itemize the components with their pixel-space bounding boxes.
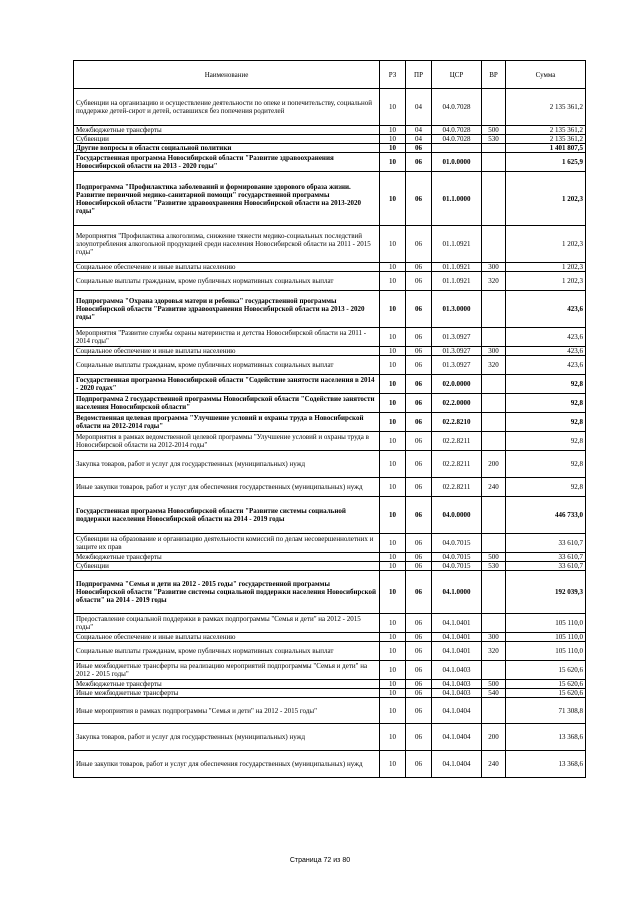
header-sum: Сумма bbox=[506, 61, 586, 89]
table-row bbox=[74, 553, 586, 562]
row-sum: 13 368,6 bbox=[506, 751, 586, 778]
row-rz: 10 bbox=[380, 144, 406, 153]
table-row bbox=[74, 571, 586, 614]
row-csr: 02.2.0000 bbox=[432, 394, 482, 413]
table-row bbox=[74, 724, 586, 751]
row-sum: 33 610,7 bbox=[506, 562, 586, 571]
table-row bbox=[74, 394, 586, 413]
row-vr: 500 bbox=[482, 680, 506, 689]
row-sum: 423,6 bbox=[506, 356, 586, 375]
row-rz: 10 bbox=[380, 562, 406, 571]
row-name: Подпрограмма 2 государственной программы Новосибирской области "Содействие занятости населения Новосибирской области" bbox=[74, 394, 380, 413]
row-rz: 10 bbox=[380, 375, 406, 394]
row-rz: 10 bbox=[380, 534, 406, 553]
table-row bbox=[74, 347, 586, 356]
row-sum: 13 368,6 bbox=[506, 724, 586, 751]
table-row bbox=[74, 614, 586, 633]
row-name: Иные мероприятия в рамках подпрограммы "Семья и дети" на 2012 - 2015 годы" bbox=[74, 698, 380, 724]
table-row bbox=[74, 751, 586, 778]
row-csr: 04.0.7015 bbox=[432, 562, 482, 571]
row-sum: 423,6 bbox=[506, 291, 586, 328]
row-sum: 1 202,3 bbox=[506, 263, 586, 272]
row-name: Мероприятия в рамках ведомственной целевой программы "Улучшение условий и охраны труда в Новосибирской области на 2012-2014 годы" bbox=[74, 432, 380, 451]
row-vr bbox=[482, 497, 506, 534]
row-vr: 320 bbox=[482, 642, 506, 661]
row-name: Иные межбюджетные трансферты bbox=[74, 689, 380, 698]
row-pr: 06 bbox=[406, 689, 432, 698]
row-csr: 04.1.0403 bbox=[432, 680, 482, 689]
table-row bbox=[74, 562, 586, 571]
row-csr: 01.1.0921 bbox=[432, 226, 482, 263]
row-csr: 04.1.0401 bbox=[432, 633, 482, 642]
table-row bbox=[74, 356, 586, 375]
budget-sheet bbox=[73, 60, 585, 778]
row-pr: 06 bbox=[406, 642, 432, 661]
table-row bbox=[74, 226, 586, 263]
row-csr: 01.0.0000 bbox=[432, 153, 482, 172]
table-row bbox=[74, 263, 586, 272]
table-header-row bbox=[74, 61, 586, 89]
row-pr: 06 bbox=[406, 172, 432, 226]
row-sum: 2 135 361,2 bbox=[506, 89, 586, 126]
row-pr: 06 bbox=[406, 394, 432, 413]
row-vr bbox=[482, 291, 506, 328]
row-name: Субвенции bbox=[74, 562, 380, 571]
row-name: Иные закупки товаров, работ и услуг для обеспечения государственных (муниципальных) нужд bbox=[74, 751, 380, 778]
table-row bbox=[74, 375, 586, 394]
row-pr: 04 bbox=[406, 135, 432, 144]
row-pr: 04 bbox=[406, 89, 432, 126]
table-row bbox=[74, 633, 586, 642]
row-sum: 33 610,7 bbox=[506, 534, 586, 553]
row-sum: 92,8 bbox=[506, 413, 586, 432]
row-sum: 105 110,0 bbox=[506, 633, 586, 642]
row-csr: 04.0.7015 bbox=[432, 534, 482, 553]
row-name: Закупка товаров, работ и услуг для государственных (муниципальных) нужд bbox=[74, 451, 380, 478]
row-csr: 04.0.7028 bbox=[432, 126, 482, 135]
row-name: Подпрограмма "Охрана здоровья матери и ребенка" государственной программы Новосибирской области "Развитие здравоохранения Новосибирской области на 2013 - 2020 годы" bbox=[74, 291, 380, 328]
row-sum: 15 620,6 bbox=[506, 661, 586, 680]
row-rz: 10 bbox=[380, 135, 406, 144]
row-vr: 300 bbox=[482, 633, 506, 642]
row-pr: 06 bbox=[406, 553, 432, 562]
row-pr: 06 bbox=[406, 724, 432, 751]
row-csr: 02.2.8211 bbox=[432, 451, 482, 478]
row-csr: 01.1.0000 bbox=[432, 172, 482, 226]
row-sum: 92,8 bbox=[506, 394, 586, 413]
row-csr: 01.3.0000 bbox=[432, 291, 482, 328]
table-row bbox=[74, 689, 586, 698]
row-csr: 04.1.0401 bbox=[432, 614, 482, 633]
row-pr: 06 bbox=[406, 571, 432, 614]
row-name: Социальное обеспечение и иные выплаты населению bbox=[74, 263, 380, 272]
row-vr: 240 bbox=[482, 751, 506, 778]
row-rz: 10 bbox=[380, 89, 406, 126]
row-name: Субвенции bbox=[74, 135, 380, 144]
row-rz: 10 bbox=[380, 478, 406, 497]
row-sum: 2 135 361,2 bbox=[506, 126, 586, 135]
row-name: Государственная программа Новосибирской области "Развитие здравоохранения Новосибирской области на 2013 - 2020 годы" bbox=[74, 153, 380, 172]
table-row bbox=[74, 642, 586, 661]
row-rz: 10 bbox=[380, 553, 406, 562]
row-csr: 01.3.0927 bbox=[432, 328, 482, 347]
row-rz: 10 bbox=[380, 661, 406, 680]
row-rz: 10 bbox=[380, 633, 406, 642]
row-sum: 446 733,0 bbox=[506, 497, 586, 534]
table-row bbox=[74, 497, 586, 534]
row-name: Мероприятия "Развитие службы охраны материнства и детства Новосибирской области на 2011 - 2014 годы" bbox=[74, 328, 380, 347]
row-sum: 1 202,3 bbox=[506, 172, 586, 226]
row-name: Предоставление социальной поддержки в рамках подпрограммы "Семья и дети" на 2012 - 2015 годы" bbox=[74, 614, 380, 633]
row-name: Субвенции на организацию и осуществление деятельности по опеке и попечительству, социальной поддержке детей-сирот и детей, оставшихся без попечения родителей bbox=[74, 89, 380, 126]
row-name: Межбюджетные трансферты bbox=[74, 126, 380, 135]
table-row bbox=[74, 534, 586, 553]
row-vr bbox=[482, 328, 506, 347]
row-sum: 33 610,7 bbox=[506, 553, 586, 562]
table-row bbox=[74, 172, 586, 226]
row-vr bbox=[482, 432, 506, 451]
table-row bbox=[74, 144, 586, 153]
row-csr: 04.1.0404 bbox=[432, 751, 482, 778]
row-rz: 10 bbox=[380, 153, 406, 172]
table-row bbox=[74, 126, 586, 135]
table-row bbox=[74, 680, 586, 689]
row-sum: 2 135 361,2 bbox=[506, 135, 586, 144]
row-name: Подпрограмма "Семья и дети на 2012 - 2015 годы" государственной программы Новосибирской области "Развитие системы социальной поддержки населения Новосибирской области" на 2014 - 2019 годы bbox=[74, 571, 380, 614]
row-sum: 92,8 bbox=[506, 375, 586, 394]
row-name: Социальное обеспечение и иные выплаты населению bbox=[74, 347, 380, 356]
row-sum: 1 202,3 bbox=[506, 226, 586, 263]
row-pr: 06 bbox=[406, 263, 432, 272]
row-name: Подпрограмма "Профилактика заболеваний и формирование здорового образа жизни. Развитие первичной медико-санитарной помощи" государственной программы Новосибирской области "Развитие здравоохранения Новосибирской области на 2013-2020 годы" bbox=[74, 172, 380, 226]
row-pr: 06 bbox=[406, 272, 432, 291]
row-rz: 10 bbox=[380, 126, 406, 135]
table-row bbox=[74, 291, 586, 328]
table-row bbox=[74, 661, 586, 680]
row-csr bbox=[432, 144, 482, 153]
budget-table bbox=[73, 60, 586, 778]
table-row bbox=[74, 478, 586, 497]
table-row bbox=[74, 153, 586, 172]
row-rz: 10 bbox=[380, 263, 406, 272]
table-row bbox=[74, 272, 586, 291]
row-csr: 01.1.0921 bbox=[432, 272, 482, 291]
row-name: Межбюджетные трансферты bbox=[74, 680, 380, 689]
row-vr bbox=[482, 661, 506, 680]
row-rz: 10 bbox=[380, 614, 406, 633]
page-number: Страница 72 из 80 bbox=[289, 857, 351, 864]
row-csr: 04.1.0404 bbox=[432, 724, 482, 751]
row-rz: 10 bbox=[380, 571, 406, 614]
row-rz: 10 bbox=[380, 432, 406, 451]
row-pr: 06 bbox=[406, 413, 432, 432]
header-pr: ПР bbox=[406, 61, 432, 89]
row-name: Социальные выплаты гражданам, кроме публичных нормативных социальных выплат bbox=[74, 642, 380, 661]
row-pr: 06 bbox=[406, 534, 432, 553]
row-csr: 04.1.0401 bbox=[432, 642, 482, 661]
row-vr bbox=[482, 144, 506, 153]
row-csr: 04.1.0403 bbox=[432, 661, 482, 680]
row-sum: 1 625,9 bbox=[506, 153, 586, 172]
row-name: Ведомственная целевая программа "Улучшение условий и охраны труда в Новосибирской области на 2012-2014 годы" bbox=[74, 413, 380, 432]
row-csr: 04.1.0404 bbox=[432, 698, 482, 724]
table-row bbox=[74, 698, 586, 724]
row-vr bbox=[482, 534, 506, 553]
header-name: Наименование bbox=[74, 61, 380, 89]
row-csr: 04.0.7015 bbox=[432, 553, 482, 562]
row-rz: 10 bbox=[380, 680, 406, 689]
row-vr: 320 bbox=[482, 272, 506, 291]
row-pr: 06 bbox=[406, 153, 432, 172]
row-vr bbox=[482, 698, 506, 724]
row-csr: 01.3.0927 bbox=[432, 347, 482, 356]
row-csr: 02.2.8210 bbox=[432, 413, 482, 432]
row-csr: 02.2.8211 bbox=[432, 478, 482, 497]
row-rz: 10 bbox=[380, 451, 406, 478]
row-csr: 04.1.0403 bbox=[432, 689, 482, 698]
row-rz: 10 bbox=[380, 497, 406, 534]
table-body bbox=[74, 89, 586, 778]
row-pr: 06 bbox=[406, 680, 432, 689]
row-sum: 1 401 807,5 bbox=[506, 144, 586, 153]
row-pr: 04 bbox=[406, 126, 432, 135]
row-rz: 10 bbox=[380, 356, 406, 375]
row-sum: 71 308,8 bbox=[506, 698, 586, 724]
row-rz: 10 bbox=[380, 642, 406, 661]
row-vr: 530 bbox=[482, 562, 506, 571]
row-vr bbox=[482, 394, 506, 413]
row-pr: 06 bbox=[406, 291, 432, 328]
row-rz: 10 bbox=[380, 724, 406, 751]
row-vr bbox=[482, 571, 506, 614]
row-rz: 10 bbox=[380, 751, 406, 778]
table-row bbox=[74, 451, 586, 478]
row-pr: 06 bbox=[406, 356, 432, 375]
row-vr: 200 bbox=[482, 724, 506, 751]
row-sum: 105 110,0 bbox=[506, 642, 586, 661]
row-pr: 06 bbox=[406, 478, 432, 497]
row-rz: 10 bbox=[380, 698, 406, 724]
row-vr: 300 bbox=[482, 263, 506, 272]
row-sum: 423,6 bbox=[506, 347, 586, 356]
row-sum: 1 202,3 bbox=[506, 272, 586, 291]
row-name: Другие вопросы в области социальной политики bbox=[74, 144, 380, 153]
row-vr bbox=[482, 413, 506, 432]
row-csr: 04.0.7028 bbox=[432, 135, 482, 144]
table-row bbox=[74, 328, 586, 347]
row-csr: 04.0.0000 bbox=[432, 497, 482, 534]
row-pr: 06 bbox=[406, 698, 432, 724]
header-vr: ВР bbox=[482, 61, 506, 89]
row-sum: 15 620,6 bbox=[506, 680, 586, 689]
row-rz: 10 bbox=[380, 291, 406, 328]
row-sum: 15 620,6 bbox=[506, 689, 586, 698]
row-name: Социальные выплаты гражданам, кроме публичных нормативных социальных выплат bbox=[74, 356, 380, 375]
table-row bbox=[74, 432, 586, 451]
row-vr bbox=[482, 153, 506, 172]
row-csr: 01.1.0921 bbox=[432, 263, 482, 272]
row-name: Социальные выплаты гражданам, кроме публичных нормативных социальных выплат bbox=[74, 272, 380, 291]
row-vr: 540 bbox=[482, 689, 506, 698]
row-vr bbox=[482, 226, 506, 263]
row-name: Межбюджетные трансферты bbox=[74, 553, 380, 562]
row-rz: 10 bbox=[380, 347, 406, 356]
row-vr: 500 bbox=[482, 126, 506, 135]
row-name: Государственная программа Новосибирской области "Развитие системы социальной поддержки населения Новосибирской области на 2014 - 2019 годы bbox=[74, 497, 380, 534]
row-vr: 530 bbox=[482, 135, 506, 144]
row-name: Субвенции на образование и организацию деятельности комиссий по делам несовершеннолетних и защите их прав bbox=[74, 534, 380, 553]
row-name: Закупка товаров, работ и услуг для государственных (муниципальных) нужд bbox=[74, 724, 380, 751]
row-csr: 02.0.0000 bbox=[432, 375, 482, 394]
row-rz: 10 bbox=[380, 272, 406, 291]
row-vr bbox=[482, 375, 506, 394]
row-name: Иные межбюджетные трансферты на реализацию мероприятий подпрограммы "Семья и дети" на 2012 - 2015 годы" bbox=[74, 661, 380, 680]
row-pr: 06 bbox=[406, 497, 432, 534]
row-csr: 04.1.0000 bbox=[432, 571, 482, 614]
row-csr: 02.2.8211 bbox=[432, 432, 482, 451]
row-sum: 192 039,3 bbox=[506, 571, 586, 614]
row-pr: 06 bbox=[406, 633, 432, 642]
row-pr: 06 bbox=[406, 751, 432, 778]
table-row bbox=[74, 89, 586, 126]
row-sum: 105 110,0 bbox=[506, 614, 586, 633]
row-sum: 92,8 bbox=[506, 478, 586, 497]
row-vr bbox=[482, 172, 506, 226]
row-sum: 92,8 bbox=[506, 451, 586, 478]
table-row bbox=[74, 413, 586, 432]
row-vr: 500 bbox=[482, 553, 506, 562]
row-csr: 01.3.0927 bbox=[432, 356, 482, 375]
row-sum: 92,8 bbox=[506, 432, 586, 451]
row-sum: 423,6 bbox=[506, 328, 586, 347]
row-pr: 06 bbox=[406, 375, 432, 394]
row-vr: 300 bbox=[482, 347, 506, 356]
row-pr: 06 bbox=[406, 328, 432, 347]
row-rz: 10 bbox=[380, 394, 406, 413]
row-name: Социальное обеспечение и иные выплаты населению bbox=[74, 633, 380, 642]
row-pr: 06 bbox=[406, 562, 432, 571]
row-rz: 10 bbox=[380, 328, 406, 347]
row-name: Государственная программа Новосибирской области "Содействие занятости населения в 2014 - 2020 годах" bbox=[74, 375, 380, 394]
row-pr: 06 bbox=[406, 226, 432, 263]
row-pr: 06 bbox=[406, 144, 432, 153]
table-row bbox=[74, 135, 586, 144]
row-vr: 240 bbox=[482, 478, 506, 497]
header-csr: ЦСР bbox=[432, 61, 482, 89]
row-vr: 320 bbox=[482, 356, 506, 375]
row-pr: 06 bbox=[406, 347, 432, 356]
row-rz: 10 bbox=[380, 689, 406, 698]
row-pr: 06 bbox=[406, 661, 432, 680]
row-pr: 06 bbox=[406, 614, 432, 633]
row-vr: 200 bbox=[482, 451, 506, 478]
row-rz: 10 bbox=[380, 413, 406, 432]
row-name: Мероприятия "Профилактика алкоголизма, снижение тяжести медико-социальных последствий злоупотребления алкогольной продукцией среди населения Новосибирской области на 2011 - 2015 годы" bbox=[74, 226, 380, 263]
row-rz: 10 bbox=[380, 226, 406, 263]
row-pr: 06 bbox=[406, 432, 432, 451]
row-pr: 06 bbox=[406, 451, 432, 478]
row-vr bbox=[482, 89, 506, 126]
row-rz: 10 bbox=[380, 172, 406, 226]
row-name: Иные закупки товаров, работ и услуг для обеспечения государственных (муниципальных) нужд bbox=[74, 478, 380, 497]
header-rz: РЗ bbox=[380, 61, 406, 89]
row-csr: 04.0.7028 bbox=[432, 89, 482, 126]
row-vr bbox=[482, 614, 506, 633]
